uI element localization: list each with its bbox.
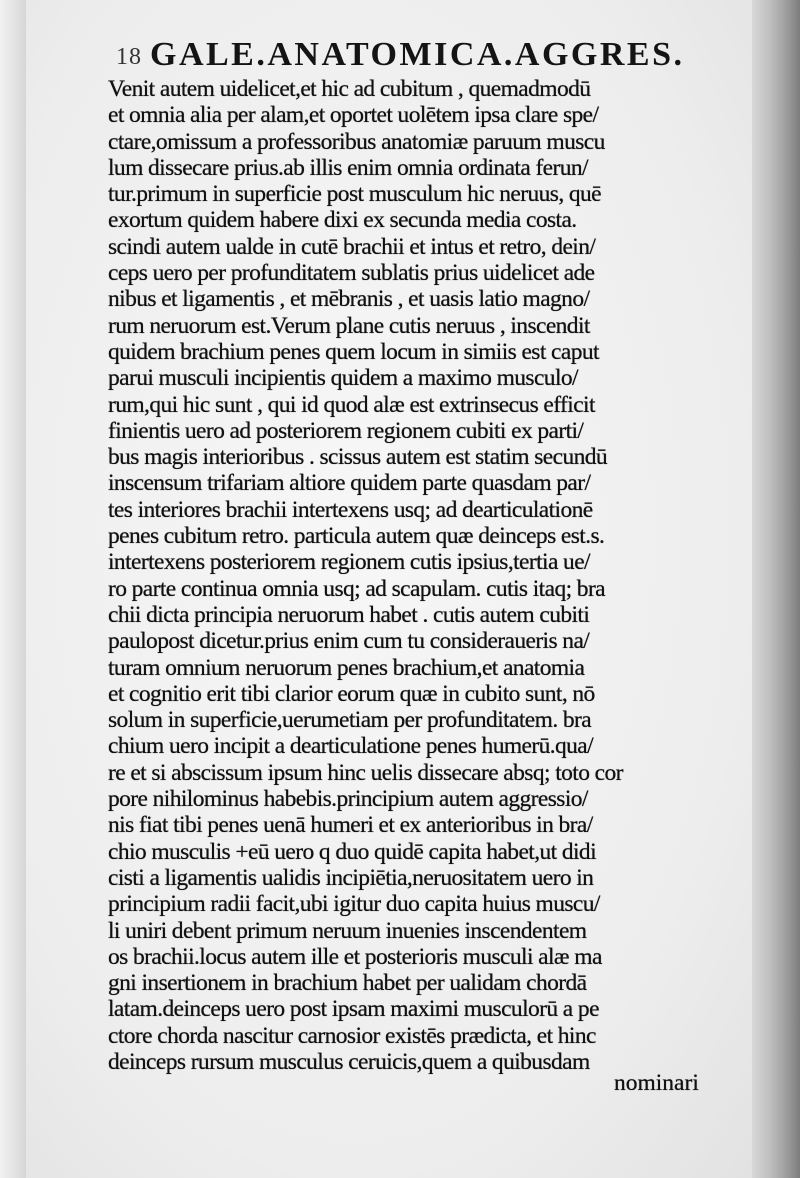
text-line: ceps uero per profunditatem sublatis prius uidelicet ade [108, 260, 595, 287]
text-line: tes interiores brachii intertexens usq; ad dearticulationē [108, 496, 593, 523]
body-text [108, 76, 758, 1075]
text-line: turam omnium neruorum penes brachium,et anatomia [108, 654, 585, 681]
text-line: ctore chorda nascitur carnosior existēs prædicta, et hinc [108, 1022, 596, 1049]
text-line: inscensum trifariam altiore quidem parte quasdam par/ [108, 470, 591, 497]
text-line: paulopost dicetur.prius enim cum tu consideraueris na/ [108, 628, 590, 655]
text-line: chium uero incipit a dearticulatione penes humerū.qua/ [108, 733, 594, 760]
text-line: solum in superficie,uerumetiam per profunditatem. bra [108, 707, 592, 734]
text-line: lum dissecare prius.ab illis enim omnia ordinata ferun/ [108, 154, 588, 181]
text-line: re et si abscissum ipsum hinc uelis dissecare absq; toto cor [108, 759, 623, 786]
text-line: pore nihilominus habebis.principium autem aggressio/ [108, 786, 588, 813]
text-line: scindi autem ualde in cutē brachii et intus et retro, dein/ [108, 233, 596, 260]
text-line: nis fiat tibi penes uenā humeri et ex anterioribus in bra/ [108, 812, 593, 839]
folio-number: 18 [116, 44, 142, 70]
text-line: os brachii.locus autem ille et posterioris musculi alæ ma [108, 943, 602, 970]
text-line: latam.deinceps uero post ipsam maximi musculorū a pe [108, 996, 599, 1023]
text-line: gni insertionem in brachium habet per ualidam chordā [108, 970, 587, 997]
text-line: finientis uero ad posteriorem regionem cubiti ex parti/ [108, 417, 584, 444]
text-line: ctare,omissum a professoribus anatomiæ paruum muscu [108, 128, 605, 155]
scan-right-margin [752, 0, 800, 1178]
text-line: chii dicta principia neruorum habet . cutis autem cubiti [108, 601, 590, 628]
text-line: quidem brachium penes quem locum in simiis est caput [108, 338, 599, 365]
text-line: bus magis interioribus . scissus autem est statim secundū [108, 444, 608, 471]
text-line: et omnia alia per alam,et oportet uolētem ipsa clare spe/ [108, 102, 599, 129]
text-line: tur.primum in superficie post musculum hic neruus, quē [108, 181, 601, 208]
text-line: intertexens posteriorem regionem cutis ipsius,tertia ue/ [108, 549, 590, 576]
text-line: cisti a ligamentis ualidis incipiētia,neruositatem uero in [108, 864, 594, 891]
text-line: exortum quidem habere dixi ex secunda media costa. [108, 207, 577, 234]
text-line: deinceps rursum musculus ceruicis,quem a quibusdam [108, 1048, 590, 1075]
text-line: li uniri debent primum neruum inuenies inscendentem [108, 917, 587, 944]
text-line: nibus et ligamentis , et mēbranis , et uasis latio magno/ [108, 286, 590, 313]
text-line: ro parte continua omnia usq; ad scapulam. cutis itaq; bra [108, 575, 606, 602]
scan-left-margin [0, 0, 26, 1178]
text-line: Venit autem uidelicet,et hic ad cubitum , quemadmodū [108, 76, 591, 102]
running-title: GALE.ANATOMICA.AGGRES. [150, 36, 685, 73]
text-line: rum neruorum est.Verum plane cutis neruus , inscendit [108, 312, 590, 339]
text-line: parui musculi incipientis quidem a maximo musculo/ [108, 365, 578, 392]
text-line: chio musculis +eū uero q duo quidē capita habet,ut didi [108, 838, 596, 865]
text-line: principium radii facit,ubi igitur duo capita huius muscu/ [108, 891, 600, 918]
text-line: et cognitio erit tibi clarior eorum quæ in cubito sunt, nō [108, 680, 595, 707]
text-line: rum,qui hic sunt , qui id quod alæ est extrinsecus efficit [108, 391, 595, 418]
text-line: penes cubitum retro. particula autem quæ deinceps est.s. [108, 523, 605, 550]
book-page [26, 0, 752, 1178]
catchword: nominari [614, 1070, 699, 1096]
